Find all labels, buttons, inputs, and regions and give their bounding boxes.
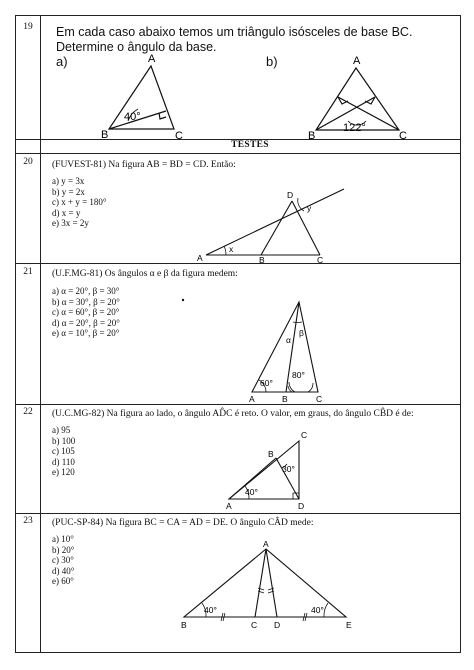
- option[interactable]: b) 20°: [52, 544, 75, 555]
- vertex-label: C: [316, 394, 323, 404]
- option[interactable]: d) 110: [52, 456, 75, 467]
- vertex-label: C: [317, 255, 324, 265]
- angle-label: 40°: [311, 605, 324, 615]
- vertex-label: A: [197, 253, 203, 263]
- vertex-label: B: [259, 255, 265, 265]
- option[interactable]: d) 40°: [52, 565, 75, 576]
- question-number: 22: [23, 407, 33, 417]
- vertex-label: A: [148, 53, 156, 65]
- angle-label: y: [307, 203, 312, 213]
- option[interactable]: e) 60°: [52, 576, 74, 586]
- vertex-label: B: [181, 620, 187, 630]
- vertex-label: D: [298, 501, 305, 511]
- vertex-label: C: [301, 430, 308, 440]
- question-number: 21: [23, 267, 33, 277]
- vertex-label: D: [274, 620, 281, 630]
- vertex-label: E: [346, 620, 352, 630]
- figure-23: [16, 16, 462, 654]
- vertex-label: B: [308, 130, 316, 142]
- vertex-label: A: [353, 55, 361, 67]
- vertex-label: B: [101, 129, 109, 141]
- question-number: 20: [23, 157, 33, 167]
- option[interactable]: b) y = 2x: [52, 186, 85, 197]
- angle-label: 122°: [343, 122, 366, 134]
- question-statement: (PUC-SP-84) Na figura BC = CA = AD = DE. O ângulo CÂD mede:: [52, 518, 314, 528]
- vertex-label: B: [282, 394, 288, 404]
- question-statement: Em cada caso abaixo temos um triângulo isósceles de base BC. Determine o ângulo da base.: [56, 25, 413, 54]
- vertex-label: C: [399, 130, 407, 142]
- vertex-label: C: [251, 620, 258, 630]
- angle-label: 40°: [204, 605, 217, 615]
- option[interactable]: c) x + y = 180°: [52, 197, 107, 207]
- question-statement: (FUVEST-81) Na figura AB = BD = CD. Então:: [52, 160, 236, 170]
- vertex-label: A: [249, 394, 255, 404]
- angle-label: 40°: [245, 487, 258, 497]
- option[interactable]: a) 95: [52, 425, 71, 435]
- part-b-label: b): [266, 54, 278, 69]
- option[interactable]: e) 3x = 2y: [52, 218, 89, 228]
- section-heading: TESTES: [231, 140, 269, 150]
- question-number: 19: [23, 22, 33, 32]
- option[interactable]: a) y = 3x: [52, 176, 85, 186]
- vertex-label: D: [287, 190, 294, 200]
- vertex-label: B: [268, 449, 274, 459]
- question-statement: (U.F.MG-81) Os ângulos α e β da figura medem:: [52, 269, 238, 279]
- angle-label: β: [299, 328, 304, 338]
- option[interactable]: a) α = 20°, β = 30°: [52, 286, 120, 296]
- option[interactable]: b) α = 30°, β = 20°: [52, 296, 120, 307]
- option[interactable]: c) 30°: [52, 555, 74, 565]
- question-number: 23: [23, 516, 33, 526]
- angle-label: 30°: [282, 464, 295, 474]
- angle-label: α: [286, 335, 291, 345]
- vertex-label: A: [263, 539, 269, 549]
- part-a-label: a): [56, 54, 68, 69]
- option[interactable]: a) 10°: [52, 534, 74, 544]
- vertex-label: A: [226, 501, 232, 511]
- exercise-sheet: [15, 15, 461, 653]
- option[interactable]: c) 105: [52, 446, 75, 456]
- angle-label: 40°: [124, 111, 141, 123]
- vertex-label: C: [175, 130, 183, 142]
- option[interactable]: c) α = 60°, β = 20°: [52, 307, 120, 317]
- angle-label: 80°: [292, 370, 305, 380]
- option[interactable]: e) α = 10°, β = 20°: [52, 328, 120, 338]
- option[interactable]: d) α = 20°, β = 20°: [52, 317, 120, 328]
- angle-label: 60°: [260, 378, 273, 388]
- option[interactable]: d) x = y: [52, 207, 81, 218]
- question-statement: (U.C.MG-82) Na figura ao lado, o ângulo AD̂C é reto. O valor, em graus, do ângulo CB̂D é de:: [52, 409, 414, 419]
- option[interactable]: b) 100: [52, 435, 76, 446]
- option[interactable]: e) 120: [52, 467, 75, 477]
- angle-label: x: [229, 244, 234, 254]
